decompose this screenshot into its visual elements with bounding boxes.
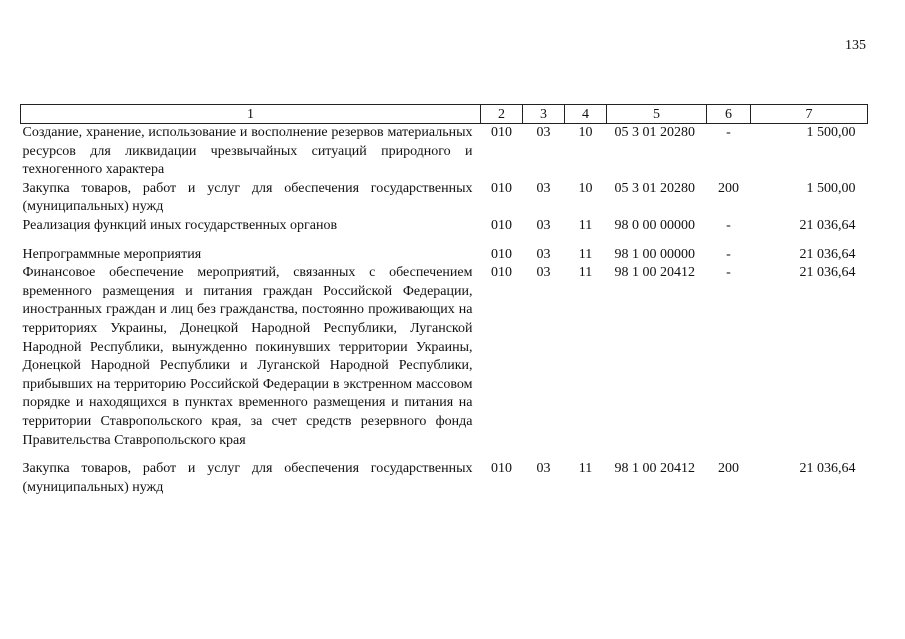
column-header: 2 <box>481 105 523 124</box>
row-grbs: 010 <box>491 180 512 196</box>
row-subsection: 10 <box>578 180 593 196</box>
row-subsection: 10 <box>578 125 593 140</box>
row-description: Закупка товаров, работ и услуг для обеспечения государственных (муниципальных) нужд <box>22 180 473 215</box>
row-target-code: 98 1 00 20412 <box>614 265 695 281</box>
column-header: 4 <box>565 105 607 124</box>
row-amount: 1 500,00 <box>806 125 856 140</box>
row-target-code: 98 0 00 00000 <box>614 217 695 233</box>
row-expense-type: 200 <box>718 461 739 477</box>
row-subsection: 11 <box>578 265 593 281</box>
row-expense-type: - <box>726 217 731 233</box>
row-expense-type: - <box>726 246 731 262</box>
row-target-code: 05 3 01 20280 <box>614 180 695 196</box>
row-section: 03 <box>536 461 551 477</box>
row-target-code: 05 3 01 20280 <box>614 125 695 140</box>
page-number: 135 <box>845 38 866 53</box>
row-grbs: 010 <box>491 125 512 140</box>
row-amount: 21 036,64 <box>799 246 856 262</box>
row-amount: 21 036,64 <box>799 217 856 233</box>
row-section: 03 <box>536 180 551 196</box>
row-grbs: 010 <box>491 461 512 477</box>
row-description: Реализация функций иных государственных органов <box>22 217 338 233</box>
budget-table <box>20 104 868 497</box>
row-description: Закупка товаров, работ и услуг для обеспечения государственных (муниципальных) нужд <box>22 461 473 495</box>
row-description: Непрограммные мероприятия <box>22 246 202 262</box>
column-header: 5 <box>607 105 707 124</box>
row-subsection: 11 <box>578 217 593 233</box>
row-target-code: 98 1 00 20412 <box>614 461 695 477</box>
row-grbs: 010 <box>491 246 512 262</box>
row-section: 03 <box>536 217 551 233</box>
header-row <box>21 105 868 124</box>
column-header: 1 <box>21 105 481 124</box>
table-row <box>21 217 868 246</box>
row-amount: 21 036,64 <box>799 461 856 477</box>
column-header: 6 <box>707 105 751 124</box>
table-header <box>21 105 868 124</box>
row-grbs: 010 <box>491 217 512 233</box>
table-row <box>21 460 868 497</box>
row-expense-type: - <box>726 125 731 140</box>
table-row <box>21 124 868 180</box>
table-body <box>21 124 868 498</box>
row-expense-type: - <box>726 265 731 281</box>
row-section: 03 <box>536 265 551 281</box>
column-header: 3 <box>523 105 565 124</box>
row-grbs: 010 <box>491 265 512 281</box>
row-expense-type: 200 <box>718 180 739 196</box>
table-row <box>21 180 868 217</box>
row-subsection: 11 <box>578 246 593 262</box>
table-row <box>21 264 868 460</box>
column-header: 7 <box>751 105 868 124</box>
table-row <box>21 246 868 265</box>
row-subsection: 11 <box>578 461 593 477</box>
row-amount: 21 036,64 <box>799 265 856 281</box>
row-section: 03 <box>536 125 551 140</box>
row-amount: 1 500,00 <box>806 180 856 196</box>
row-description: Финансовое обеспечение мероприятий, связанных с обеспечением временного размещения и питания граждан Российской Федерации, иностранных граждан и лиц без гражданства, постоянно проживающих на территориях Украины, Донецкой Народной Республики, Луганской Народной Республики, вынужденно покинувших территории Украины, Донецкой Народной Республики и Луганской Народной Республики, прибывших на территорию Российской Федерации в экстренном массовом порядке и находящихся в пунктах временного размещения и питания на территории Ставропольского края, за счет средств резервного фонда Правительства Ставропольского края <box>22 265 473 448</box>
row-section: 03 <box>536 246 551 262</box>
row-description: Создание, хранение, использование и восполнение резервов материальных ресурсов для ликвидации чрезвычайных ситуаций природного и техногенного характера <box>22 125 473 178</box>
row-target-code: 98 1 00 00000 <box>614 246 695 262</box>
